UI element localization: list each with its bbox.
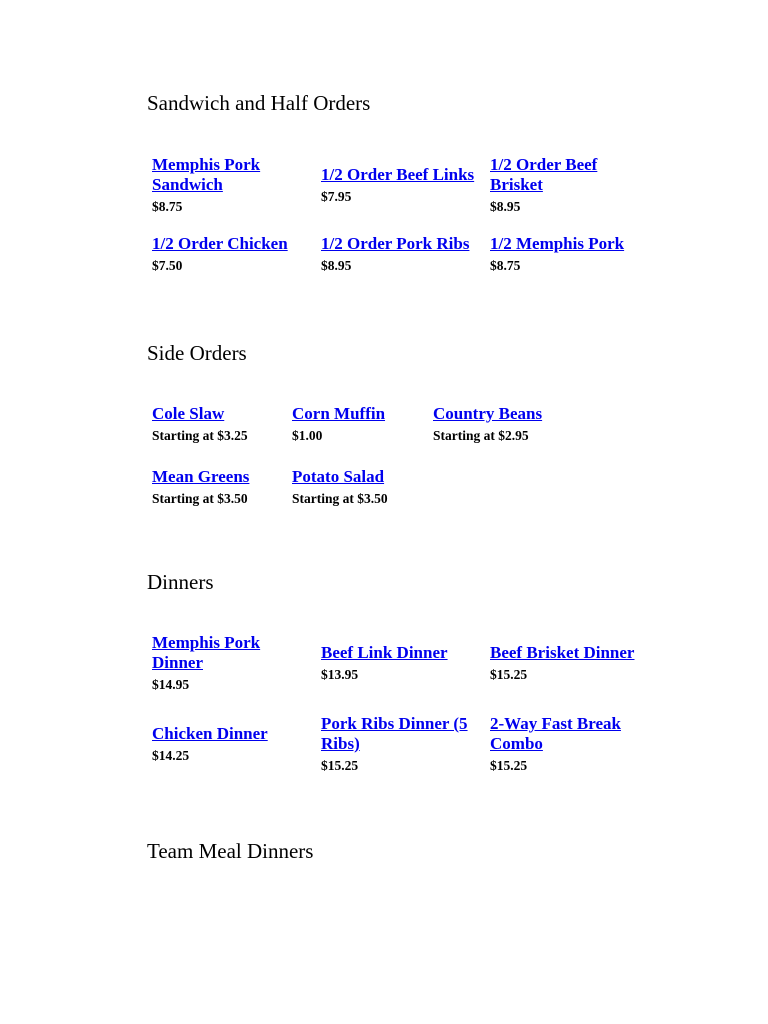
menu-item-link[interactable]: 1/2 Order Beef Brisket (490, 155, 598, 194)
menu-item-price: $15.25 (321, 758, 359, 773)
menu-item-link[interactable]: Cole Slaw (152, 404, 225, 423)
menu-item-link[interactable]: Corn Muffin (292, 404, 386, 423)
menu-item (152, 633, 321, 694)
menu-item-link[interactable]: 1/2 Order Chicken (152, 234, 288, 253)
menu-item-price: $1.00 (292, 428, 323, 443)
menu-item-price: $14.95 (152, 677, 190, 692)
menu-item-link[interactable]: 1/2 Order Beef Links (321, 165, 475, 184)
menu-grid-dinners (152, 633, 650, 775)
menu-item-price: Starting at $3.50 (292, 491, 388, 506)
menu-item-link[interactable]: 1/2 Memphis Pork (490, 234, 625, 253)
menu-item-price: $8.75 (490, 258, 521, 273)
menu-item (321, 155, 490, 216)
menu-item-price: $14.25 (152, 748, 190, 763)
menu-item (292, 467, 433, 508)
section-team-meal-dinners (147, 838, 667, 864)
menu-item (152, 467, 292, 508)
menu-item (490, 714, 650, 775)
menu-item-link[interactable]: Country Beans (433, 404, 543, 423)
menu-item-price: $7.50 (152, 258, 183, 273)
menu-item-link[interactable]: Potato Salad (292, 467, 385, 486)
section-title: Dinners (147, 570, 214, 594)
menu-item-price: $15.25 (490, 758, 528, 773)
menu-item-link[interactable]: Mean Greens (152, 467, 250, 486)
menu-item (490, 633, 650, 694)
section-title: Side Orders (147, 341, 247, 365)
menu-item-link[interactable]: Memphis Pork Sandwich (152, 155, 261, 194)
menu-item-price: $8.95 (321, 258, 352, 273)
menu-item-link[interactable]: Pork Ribs Dinner (5 Ribs) (321, 714, 468, 753)
menu-item-price: $8.75 (152, 199, 183, 214)
section-side-orders (147, 340, 667, 366)
menu-item (152, 404, 292, 445)
section-title: Sandwich and Half Orders (147, 91, 371, 115)
menu-item (321, 633, 490, 694)
menu-item (292, 404, 433, 445)
menu-item-price: $8.95 (490, 199, 521, 214)
menu-item-link[interactable]: 2-Way Fast Break Combo (490, 714, 621, 753)
section-sandwich-half-orders (147, 90, 667, 116)
menu-item (152, 234, 321, 275)
menu-item-price: $13.95 (321, 667, 359, 682)
menu-item-price: Starting at $3.50 (152, 491, 248, 506)
menu-item (433, 404, 593, 445)
menu-item (321, 714, 490, 775)
menu-item (490, 155, 650, 216)
menu-item (490, 234, 650, 275)
menu-item-link[interactable]: Beef Link Dinner (321, 643, 448, 662)
menu-item-link[interactable]: Beef Brisket Dinner (490, 643, 635, 662)
menu-item (152, 155, 321, 216)
menu-item-link[interactable]: Chicken Dinner (152, 724, 268, 743)
menu-item-link[interactable]: 1/2 Order Pork Ribs (321, 234, 470, 253)
menu-item-price: $7.95 (321, 189, 352, 204)
menu-grid-sides (152, 404, 593, 508)
menu-item (321, 234, 490, 275)
menu-item-price: Starting at $2.95 (433, 428, 529, 443)
menu-item-price: $15.25 (490, 667, 528, 682)
menu-grid-sandwich (152, 155, 650, 275)
menu-item (152, 714, 321, 775)
menu-item-link[interactable]: Memphis Pork Dinner (152, 633, 261, 672)
menu-item-price: Starting at $3.25 (152, 428, 248, 443)
section-dinners (147, 569, 667, 595)
section-title: Team Meal Dinners (147, 839, 314, 863)
